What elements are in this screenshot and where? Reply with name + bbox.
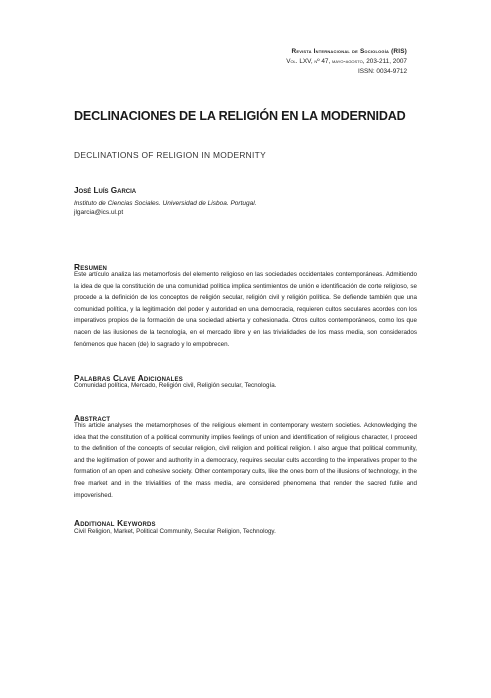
palabras-clave-text: Comunidad política, Mercado, Religión civil, Religión secular, Tecnología. <box>74 382 277 389</box>
author-email[interactable]: jlgarcia@ics.ul.pt <box>74 209 124 216</box>
abstract-text: This article analyses the metamorphoses of the religious element in contemporary western societies. Acknowledging the idea that the constitution of a political community implies feelings of union and identification of religious character, I proceed to the definition of the concepts of secular religion, civil religion and political religion. I also argue that political community, and the legitimation of power and authority in a democracy, requires secular cults according to the imperatives proper to the formation of an open and cohesive society. Other contemporary cults, like the ones born of the illusions of technology, in the free market and in the trivialities of the mass media, are considered phenomena that render the sacred futile and impoverished. <box>74 422 417 499</box>
author-affiliation: Instituto de Ciencias Sociales. Universidad de Lisboa. Portugal. <box>74 200 257 207</box>
journal-name: Revista Internacional de Sociología (RIS) <box>291 48 407 55</box>
journal-header <box>286 47 407 77</box>
journal-issn: ISSN: 0034-9712 <box>357 68 407 75</box>
journal-volume: Vol. LXV, nº 47, mayo-agosto, 203-211, 2007 <box>286 58 407 65</box>
resumen-heading: Resumen <box>74 262 108 272</box>
keywords-heading: Additional Keywords <box>74 518 156 528</box>
author-name: José Luís Garcia <box>74 186 137 195</box>
keywords-text: Civil Religion, Market, Political Community, Secular Religion, Technology. <box>74 528 276 535</box>
resumen-text: Este artículo analiza las metamorfosis del elemento religioso en las sociedades occidentales contemporáneas. Admitiendo la idea de que la constitución de una comunidad política implica sentimientos de unión e identificación de corte religioso, se procede a la definición de los conceptos de religión secular, religión civil y religión política. Se defiende también que una comunidad política, y la legitimación del poder y autoridad en una democracia, requieren cultos seculares acordes con los imperativos propios de la formación de una sociedad abierta y cohesionada. Otros cultos contemporáneos, como los que nacen de las ilusiones de la tecnología, en el mercado libre y en las trivialidades de los mass media, son considerados fenómenos que hacen (de) lo sagrado y lo empobrecen. <box>74 271 417 348</box>
article-title: DECLINACIONES DE LA RELIGIÓN EN LA MODERNIDAD <box>74 109 406 123</box>
palabras-clave-heading: Palabras Clave Adicionales <box>74 373 183 383</box>
abstract-heading: Abstract <box>74 413 111 423</box>
article-subtitle: DECLINATIONS OF RELIGION IN MODERNITY <box>74 150 266 160</box>
